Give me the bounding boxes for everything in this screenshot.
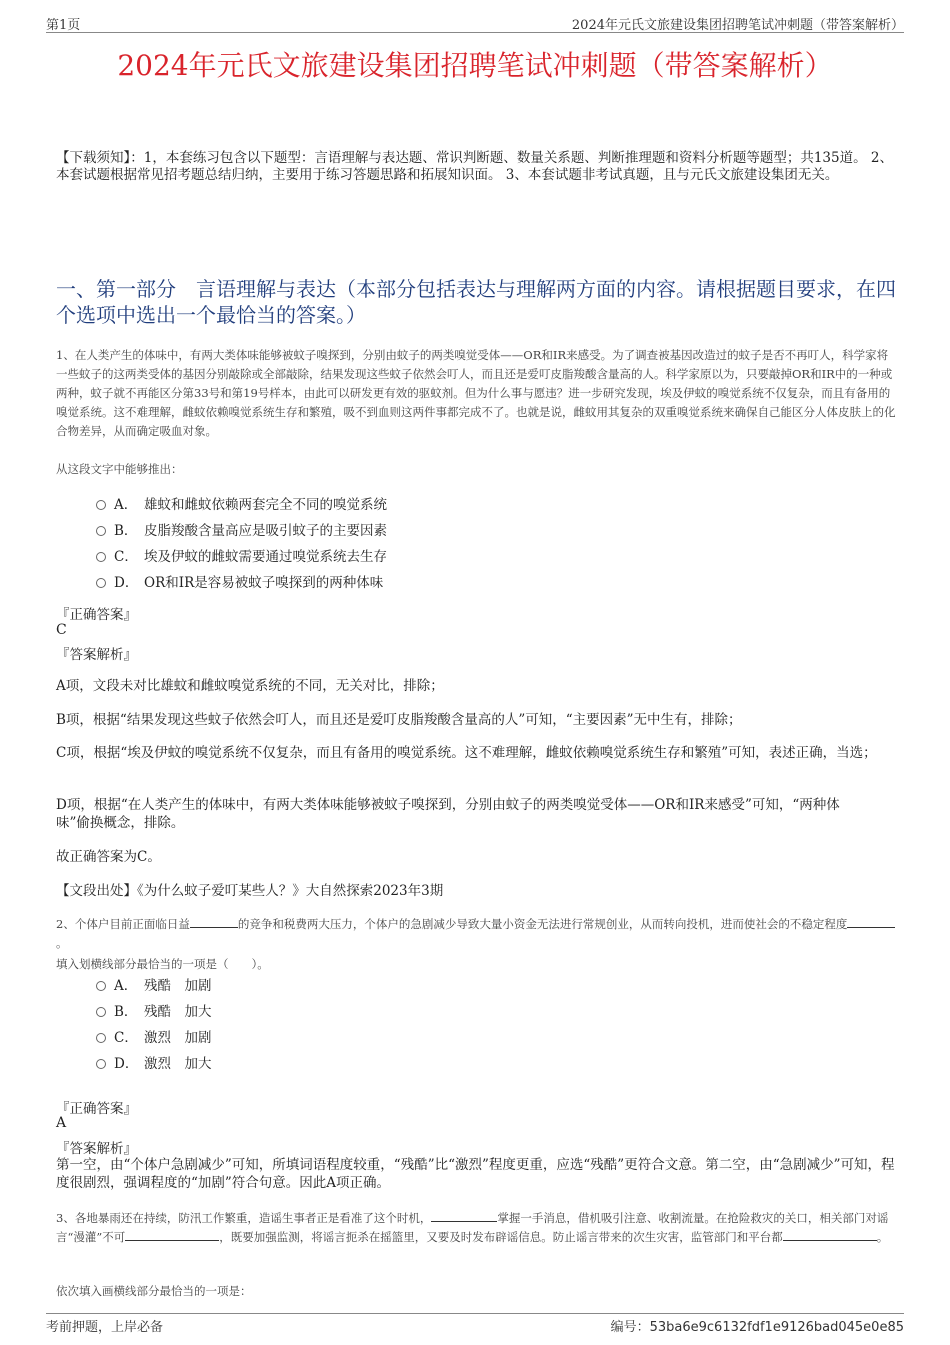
q1-analysis-c: C项，根据“埃及伊蚊的嗅觉系统不仅复杂，而且有备用的嗅觉系统。这不难理解，雌蚊依赖嗅觉系统生存和繁殖”可知，表述正确，当选； <box>56 745 877 761</box>
radio-icon[interactable] <box>96 552 106 562</box>
q2-option-c[interactable]: C． 激烈 加剧 <box>96 1028 212 1048</box>
q1-analysis-b: B项，根据“结果发现这些蚊子依然会叮人，而且还是爱叮皮脂羧酸含量高的人”可知，“主要因素”无中生有，排除； <box>56 712 742 728</box>
q1-option-b[interactable]: B． 皮脂羧酸含量高应是吸引蚊子的主要因素 <box>96 521 387 541</box>
q1-option-c[interactable]: C． 埃及伊蚊的雌蚊需要通过嗅觉系统去生存 <box>96 547 387 567</box>
q2-option-b[interactable]: B． 残酷 加大 <box>96 1002 212 1022</box>
q3-stem: 3、各地暴雨还在持续，防汛工作繁重，造谣生事者正是看准了这个时机， 掌握一手消息，借机吸引注意、收割流量。在抢险救灾的关口，相关部门对谣言“漫灌”不可 ，既要加强监测，将谣言扼杀在摇篮里，又要及时发布辟谣信息。防止谣言带来的次生灾害，监管部门和平台都 。 <box>56 1211 889 1244</box>
footer-code: 编号：53ba6e9c6132fdf1e9126bad045e0e85 <box>610 1320 904 1335</box>
q1-option-d[interactable]: D． OR和IR是容易被蚊子嗅探到的两种体味 <box>96 573 383 593</box>
q1-stem: 1、在人类产生的体味中，有两大类体味能够被蚊子嗅探到，分别由蚊子的两类嗅觉受体——OR和IR来感受。为了调查被基因改造过的蚊子是否不再叮人，科学家将一些蚊子的这两类受体的基因分别敲除或全部敲除，结果发现这些蚊子依然会叮人，而且还是爱叮皮脂羧酸含量高的人。科学家原以为，只要敲掉OR和IR中的一种或两种，蚊子就不再能区分第33号和第19号样本，由此可以研发更有效的驱蚊剂。但为什么事与愿违？进一步研究发现，埃及伊蚊的嗅觉系统不仅复杂，而且有备用的嗅觉系统。这不难理解，雌蚊依赖嗅觉系统生存和繁殖，吸不到血则这两件事都完成不了。也就是说，雌蚊用其复杂的双重嗅觉系统来确保自己能区分人体皮肤上的化合物差异，从而确定吸血对象。 <box>56 348 896 438</box>
radio-icon[interactable] <box>96 1033 106 1043</box>
header-doc-title: 2024年元氏文旅建设集团招聘笔试冲刺题（带答案解析） <box>571 18 904 33</box>
q2-answer: A <box>56 1115 67 1131</box>
radio-icon[interactable] <box>96 1007 106 1017</box>
page-title: 2024年元氏文旅建设集团招聘笔试冲刺题（带答案解析） <box>117 49 833 82</box>
q1-prompt: 从这段文字中能够推出： <box>56 462 183 476</box>
footer-slogan: 考前押题，上岸必备 <box>46 1320 164 1335</box>
q2-option-d[interactable]: D． 激烈 加大 <box>96 1054 212 1074</box>
download-notice: 【下载须知】：1，本套练习包含以下题型：言语理解与表达题、常识判断题、数量关系题、判断推理题和资料分析题等题型；共135道。 2、本套试题根据常见招考题总结归纳，主要用于练习答题思路和拓展知识面。 3、本套试题非考试真题，且与元氏文旅建设集团无关。 <box>56 150 893 183</box>
q1-conclusion: 故正确答案为C。 <box>56 849 161 865</box>
q2-prompt: 填入划横线部分最恰当的一项是（ ）。 <box>56 957 269 971</box>
q1-analysis-label: 『答案解析』 <box>56 647 137 663</box>
q2-stem: 2、个体户目前正面临日益 的竞争和税费两大压力，个体户的急剧减少导致大量小资金无法进行常规创业，从而转向投机，进而使社会的不稳定程度。 <box>56 915 898 953</box>
q3-prompt: 依次填入画横线部分最恰当的一项是： <box>56 1284 252 1298</box>
radio-icon[interactable] <box>96 1059 106 1069</box>
q1-answer-label: 『正确答案』 <box>56 607 137 623</box>
q1-answer: C <box>56 622 67 638</box>
footer-divider <box>46 1313 904 1314</box>
q1-analysis-d: D项，根据“在人类产生的体味中，有两大类体味能够被蚊子嗅探到，分别由蚊子的两类嗅觉受体——OR和IR来感受”可知，“两种体味”偷换概念，排除。 <box>56 797 840 831</box>
radio-icon[interactable] <box>96 981 106 991</box>
section-heading: 一、第一部分 言语理解与表达（本部分包括表达与理解两方面的内容。请根据题目要求，在四个选项中选出一个最恰当的答案。） <box>56 277 896 327</box>
q1-option-a[interactable]: A． 雄蚊和雌蚊依赖两套完全不同的嗅觉系统 <box>96 495 387 515</box>
q2-analysis-label: 『答案解析』 <box>56 1141 137 1157</box>
page-number: 第1页 <box>46 18 81 33</box>
q2-answer-label: 『正确答案』 <box>56 1101 137 1117</box>
header-divider <box>46 32 904 33</box>
q1-analysis-a: A项，文段未对比雄蚊和雌蚊嗅觉系统的不同，无关对比，排除； <box>56 678 444 694</box>
radio-icon[interactable] <box>96 578 106 588</box>
q2-analysis: 第一空，由“个体户急剧减少”可知，所填词语程度较重，“残酷”比“激烈”程度更重，应选“残酷”更符合文意。第二空，由“急剧减少”可知，程度很剧烈，强调程度的“加剧”符合句意。因此A项正确。 <box>56 1157 895 1191</box>
radio-icon[interactable] <box>96 526 106 536</box>
radio-icon[interactable] <box>96 500 106 510</box>
q1-source: 【文段出处】《为什么蚊子爱叮某些人？》大自然探索2023年3期 <box>56 883 444 899</box>
q2-option-a[interactable]: A． 残酷 加剧 <box>96 976 212 996</box>
